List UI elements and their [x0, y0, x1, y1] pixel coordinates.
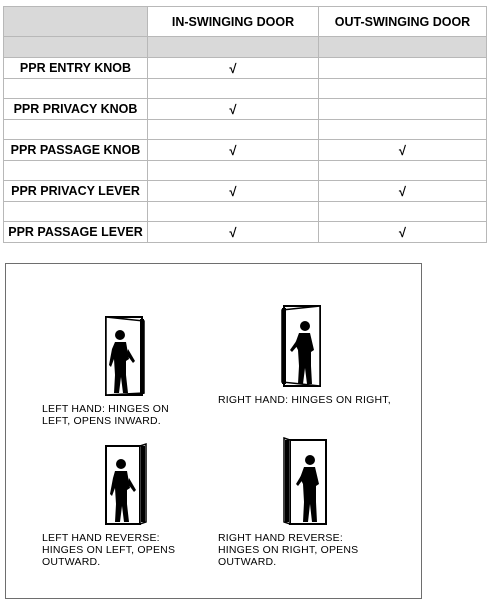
- check-mark: √: [319, 181, 487, 202]
- table-row: [4, 222, 487, 243]
- left-hand-caption: LEFT HAND: HINGES ON LEFT, OPENS INWARD.: [42, 403, 169, 427]
- row-label-privacy-knob: PPR PRIVACY KNOB: [4, 99, 148, 120]
- spacer-row: [4, 79, 487, 99]
- row-label-privacy-lever: PPR PRIVACY LEVER: [4, 181, 148, 202]
- column-header-out-swinging: OUT-SWINGING DOOR: [319, 7, 487, 37]
- check-mark: [319, 58, 487, 79]
- right-hand-caption: RIGHT HAND: HINGES ON RIGHT,: [218, 394, 391, 406]
- table-row: [4, 181, 487, 202]
- spacer-row: [4, 120, 487, 140]
- table-row: [4, 58, 487, 79]
- check-mark: √: [148, 58, 319, 79]
- right-hand-door-icon: [278, 304, 324, 388]
- door-handing-diagram: [5, 263, 422, 599]
- header-band-row: [4, 37, 487, 58]
- left-hand-reverse-door-icon: [102, 442, 148, 526]
- spacer-row: [4, 161, 487, 181]
- check-mark: [319, 99, 487, 120]
- row-label-entry-knob: PPR ENTRY KNOB: [4, 58, 148, 79]
- table-row: [4, 140, 487, 161]
- right-hand-reverse-door-icon: [282, 436, 330, 526]
- check-mark: √: [148, 181, 319, 202]
- row-label-passage-knob: PPR PASSAGE KNOB: [4, 140, 148, 161]
- column-header-in-swinging: IN-SWINGING DOOR: [148, 7, 319, 37]
- spacer-row: [4, 202, 487, 222]
- right-hand-reverse-caption: RIGHT HAND REVERSE: HINGES ON RIGHT, OPENS OUTWARD.: [218, 532, 359, 568]
- left-hand-reverse-caption: LEFT HAND REVERSE: HINGES ON LEFT, OPENS OUTWARD.: [42, 532, 176, 568]
- header-corner-cell: [4, 7, 148, 37]
- table-row: [4, 99, 487, 120]
- check-mark: √: [319, 140, 487, 161]
- door-compatibility-table: [3, 6, 487, 243]
- left-hand-door-icon: [102, 315, 148, 397]
- row-label-passage-lever: PPR PASSAGE LEVER: [4, 222, 148, 243]
- check-mark: √: [319, 222, 487, 243]
- check-mark: √: [148, 99, 319, 120]
- check-mark: √: [148, 222, 319, 243]
- check-mark: √: [148, 140, 319, 161]
- table-header-row: [4, 7, 487, 37]
